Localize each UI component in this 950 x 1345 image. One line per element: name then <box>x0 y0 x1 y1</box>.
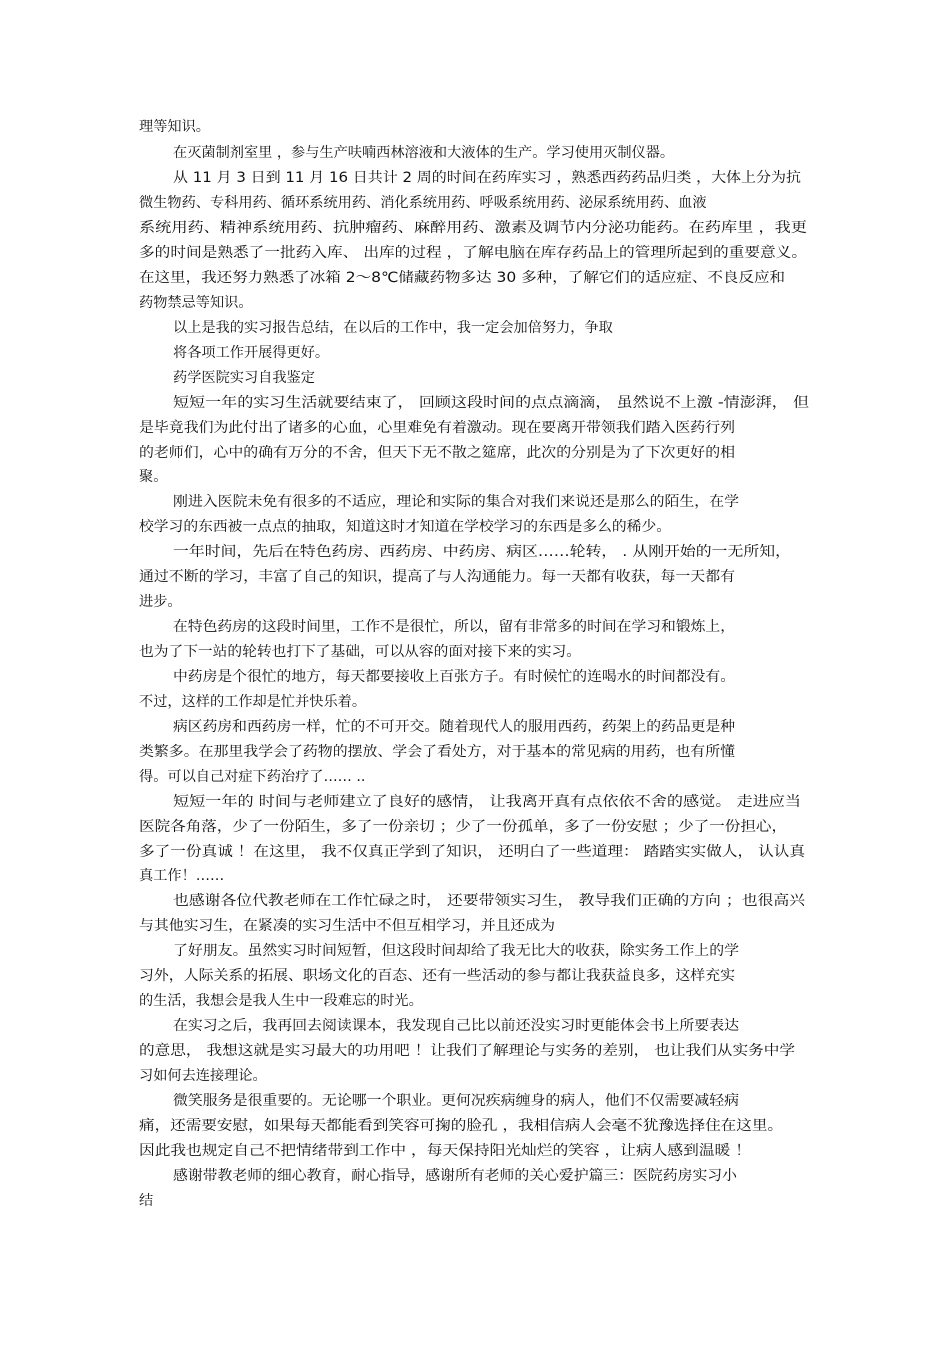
text-line: 系统用药、精神系统用药、抗肿瘤药、麻醉用药、激素及调节内分泌功能药。在药库里 ，我更 <box>139 220 807 236</box>
text-line: 将各项工作开展得更好。 <box>173 345 330 361</box>
text-line: 的意思， 我想这就是实习最大的功用吧 ！让我们了解理论与实务的差别， 也让我们从实务中学 <box>139 1043 796 1059</box>
text-line: 了好朋友。虽然实习时间短暂，但这段时间却给了我无比大的收获，除实务工作上的学 <box>173 943 739 959</box>
text-line: 医院各角落，少了一份陌生，多了一份亲切 ；少了一份孤单，多了一份安慰 ；少了一份担心， <box>139 819 788 835</box>
text-line: 在这里，我还努力熟悉了冰箱 2～8℃储藏药物多达 30 多种，了解它们的适应症、不良反应和 <box>139 270 786 286</box>
text-line: 的生活，我想会是我人生中一段难忘的时光。 <box>139 993 423 1009</box>
text-line: 也感谢各位代教老师在工作忙碌之时， 还要带领实习生， 教导我们正确的方向 ；也很高兴 <box>173 893 805 909</box>
text-line: 多了一份真诚 ！在这里， 我不仅真正学到了知识， 还明白了一些道理： 踏踏实实做人， 认认真 <box>139 844 806 860</box>
text-line: 与其他实习生，在紧凑的实习生活中不但互相学习，并且还成为 <box>139 918 556 934</box>
text-line: 在灭菌制剂室里 ，参与生产呋喃西林溶液和大液体的生产。学习使用灭制仪器。 <box>173 145 675 161</box>
text-line: 通过不断的学习，丰富了自己的知识，提高了与人沟通能力。每一天都有收获，每一天都有 <box>139 569 736 585</box>
text-line: 不过，这样的工作却是忙并快乐着。 <box>139 694 367 710</box>
text-line: 在实习之后，我再回去阅读课本，我发现自己比以前还没实习时更能体会书上所要表达 <box>173 1018 739 1034</box>
text-line: 理等知识。 <box>139 119 210 135</box>
text-line: 校学习的东西被一点点的抽取，知道这时才知道在学校学习的东西是多么的稀少。 <box>139 519 672 535</box>
text-line: 习如何去连接理论。 <box>139 1068 267 1084</box>
text-line: 短短一年的实习生活就要结束了， 回顾这段时间的点点滴滴， 虽然说不上激 -情澎湃， 但 <box>173 395 810 411</box>
text-line: 微笑服务是很重要的。无论哪一个职业。更何况疾病缠身的病人，他们不仅需要减轻病 <box>173 1093 739 1109</box>
text-line: 结 <box>139 1193 154 1209</box>
text-line: 感谢带教老师的细心教育，耐心指导，感谢所有老师的关心爱护篇三：医院药房实习小 <box>173 1168 737 1184</box>
text-line: 因此我也规定自己不把情绪带到工作中 ，每天保持阳光灿烂的笑容 ，让病人感到温暖 ！ <box>139 1143 751 1159</box>
text-line: 类繁多。在那里我学会了药物的摆放、学会了看处方，对于基本的常见病的用药，也有所懂 <box>139 744 736 760</box>
text-line: 病区药房和西药房一样，忙的不可开交。随着现代人的服用西药，药架上的药品更是种 <box>173 719 736 735</box>
text-line: 痛，还需要安慰，如果每天都能看到笑容可掬的脸孔 ，我相信病人会毫不犹豫选择住在这里。 <box>139 1118 784 1134</box>
text-line: 真工作！…… <box>139 868 225 884</box>
text-line: 是毕竟我们为此付出了诸多的心血，心里难免有着激动。现在要离开带领我们踏入医药行列 <box>139 420 736 436</box>
text-line: 也为了下一站的轮转也打下了基础，可以从容的面对接下来的实习。 <box>139 644 581 660</box>
text-line: 刚进入医院未免有很多的不适应，理论和实际的集合对我们来说还是那么的陌生，在学 <box>173 494 739 510</box>
text-line: 微生物药、专科用药、循环系统用药、消化系统用药、呼吸系统用药、泌尿系统用药、血液 <box>139 195 707 211</box>
text-line: 药物禁忌等知识。 <box>139 295 253 311</box>
text-line: 从 11 月 3 日到 11 月 16 日共计 2 周的时间在药库实习 ，熟悉西药药品归类 ，大体上分为抗 <box>173 170 802 186</box>
text-line: 进步。 <box>139 594 182 610</box>
text-line: 习外，人际关系的拓展、职场文化的百态、还有一些活动的参与都让我获益良多，这样充实 <box>139 968 736 984</box>
text-line: 中药房是个很忙的地方，每天都要接收上百张方子。有时候忙的连喝水的时间都没有。 <box>173 669 736 685</box>
text-line: 在特色药房的这段时间里，工作不是很忙，所以，留有非常多的时间在学习和锻炼上， <box>173 619 736 635</box>
text-line: 短短一年的 时间与老师建立了良好的感情， 让我离开真有点依依不舍的感觉。 走进应当 <box>173 794 802 810</box>
text-line: 多的时间是熟悉了一批药入库、 出库的过程 ，了解电脑在库存药品上的管理所起到的重要意义。 <box>139 245 807 261</box>
text-line: 以上是我的实习报告总结，在以后的工作中，我一定会加倍努力，争取 <box>173 320 613 336</box>
text-line: 聚。 <box>139 469 168 485</box>
text-line: 一年时间，先后在特色药房、西药房、中药房、病区……轮转， . 从刚开始的一无所知， <box>173 544 791 560</box>
text-line: 得。可以自己对症下药治疗了…… .. <box>139 769 366 785</box>
text-line: 药学医院实习自我鉴定 <box>173 370 315 386</box>
text-line: 的老师们，心中的确有万分的不舍，但天下无不散之筵席，此次的分别是为了下次更好的相 <box>139 445 736 461</box>
